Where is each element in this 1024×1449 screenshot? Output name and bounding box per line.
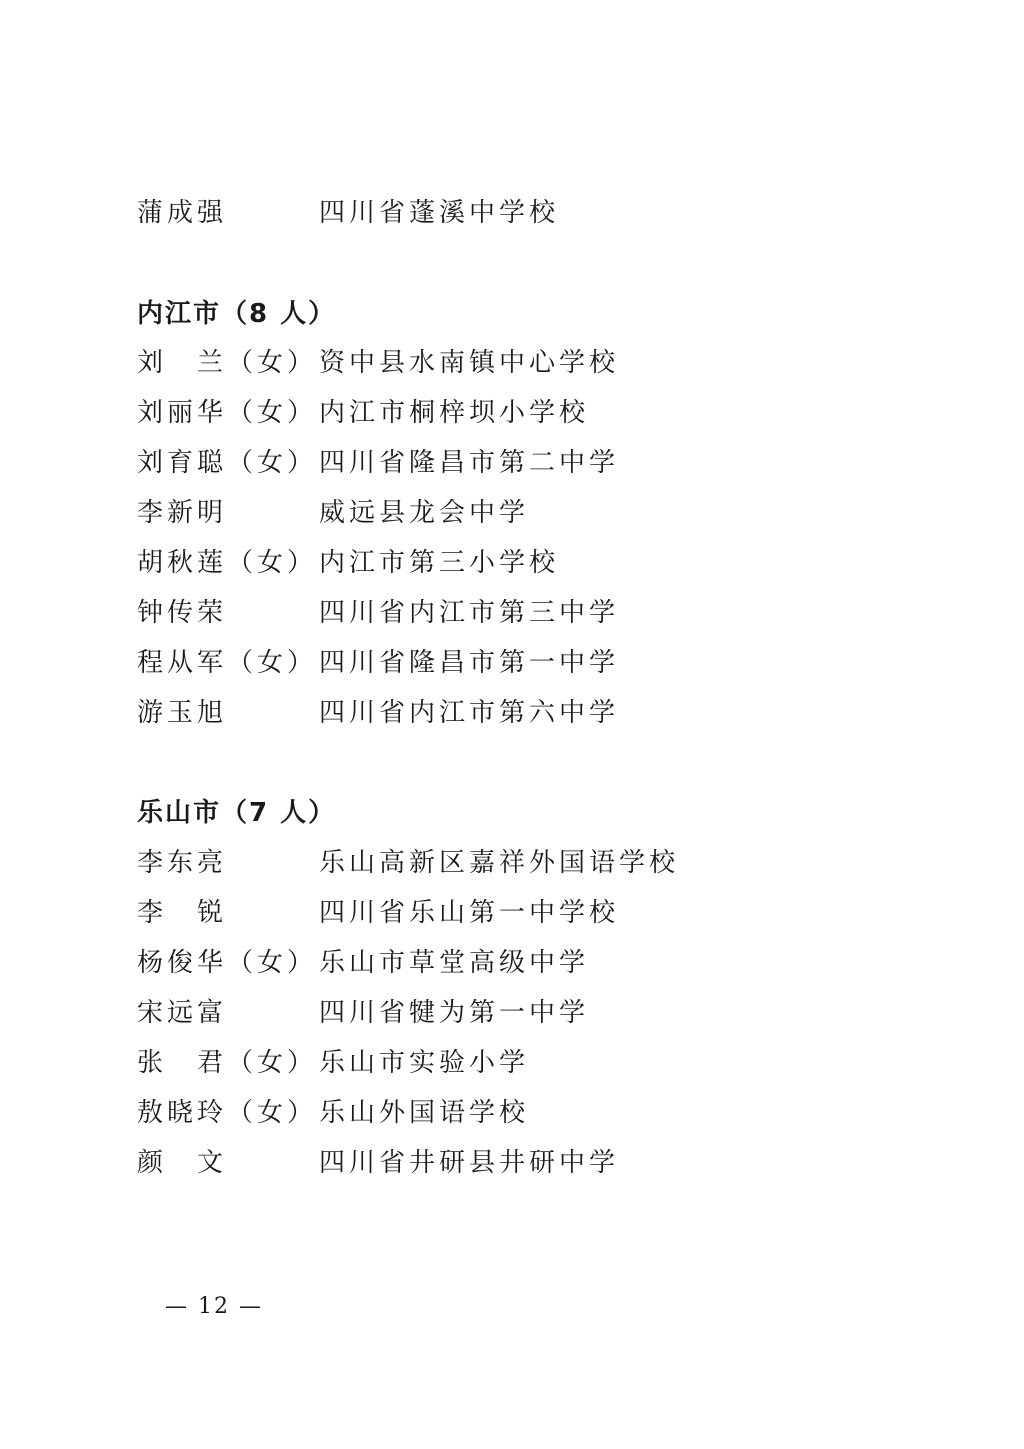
- school-name: 资中县水南镇中心学校: [319, 347, 620, 378]
- list-item: [137, 540, 559, 580]
- person-name: 宋远富: [137, 997, 228, 1028]
- list-item: [137, 690, 619, 730]
- school-name: 内江市第三小学校: [319, 547, 560, 578]
- school-name: 四川省内江市第三中学: [319, 597, 620, 628]
- person-name: 刘丽华（女）: [137, 397, 318, 428]
- section-heading-neijiang: 内江市（8 人）: [137, 298, 337, 329]
- list-item: [137, 340, 619, 380]
- school-name: 乐山市实验小学: [319, 1047, 530, 1078]
- list-item: [137, 390, 589, 430]
- school-name: 乐山高新区嘉祥外国语学校: [319, 847, 680, 878]
- school-name: 四川省隆昌市第一中学: [319, 647, 620, 678]
- list-item: [137, 190, 559, 230]
- school-name: 乐山市草堂高级中学: [319, 947, 590, 978]
- school-name: 四川省内江市第六中学: [319, 697, 620, 728]
- school-name: 四川省蓬溪中学校: [319, 197, 560, 228]
- person-name: 李东亮: [137, 847, 228, 878]
- person-name: 胡秋莲（女）: [137, 547, 318, 578]
- list-item: [137, 640, 619, 680]
- person-name: 杨俊华（女）: [137, 947, 318, 978]
- school-name: 四川省犍为第一中学: [319, 997, 590, 1028]
- list-item: [137, 1090, 529, 1130]
- person-name: 蒲成强: [137, 197, 228, 228]
- list-item: [137, 990, 589, 1030]
- school-name: 四川省井研县井研中学: [319, 1147, 620, 1178]
- list-item: [137, 1040, 529, 1080]
- person-name: 程从军（女）: [137, 647, 318, 678]
- page-number: — 12 —: [165, 1294, 263, 1319]
- list-item: [137, 490, 529, 530]
- list-item: [137, 1140, 619, 1180]
- person-name: 刘育聪（女）: [137, 447, 318, 478]
- section-heading-leshan: 乐山市（7 人）: [137, 797, 337, 828]
- list-item: [137, 440, 619, 480]
- school-name: 威远县龙会中学: [319, 497, 530, 528]
- person-name: 李 锐: [137, 897, 228, 928]
- person-name: 钟传荣: [137, 597, 228, 628]
- person-name: 刘 兰（女）: [137, 347, 318, 378]
- person-name: 李新明: [137, 497, 228, 528]
- list-item: [137, 840, 679, 880]
- school-name: 乐山外国语学校: [319, 1097, 530, 1128]
- school-name: 四川省乐山第一中学校: [319, 897, 620, 928]
- person-name: 张 君（女）: [137, 1047, 318, 1078]
- person-name: 游玉旭: [137, 697, 228, 728]
- list-item: [137, 940, 589, 980]
- school-name: 四川省隆昌市第二中学: [319, 447, 620, 478]
- school-name: 内江市桐梓坝小学校: [319, 397, 590, 428]
- person-name: 敖晓玲（女）: [137, 1097, 318, 1128]
- list-item: [137, 590, 619, 630]
- list-item: [137, 890, 619, 930]
- person-name: 颜 文: [137, 1147, 228, 1178]
